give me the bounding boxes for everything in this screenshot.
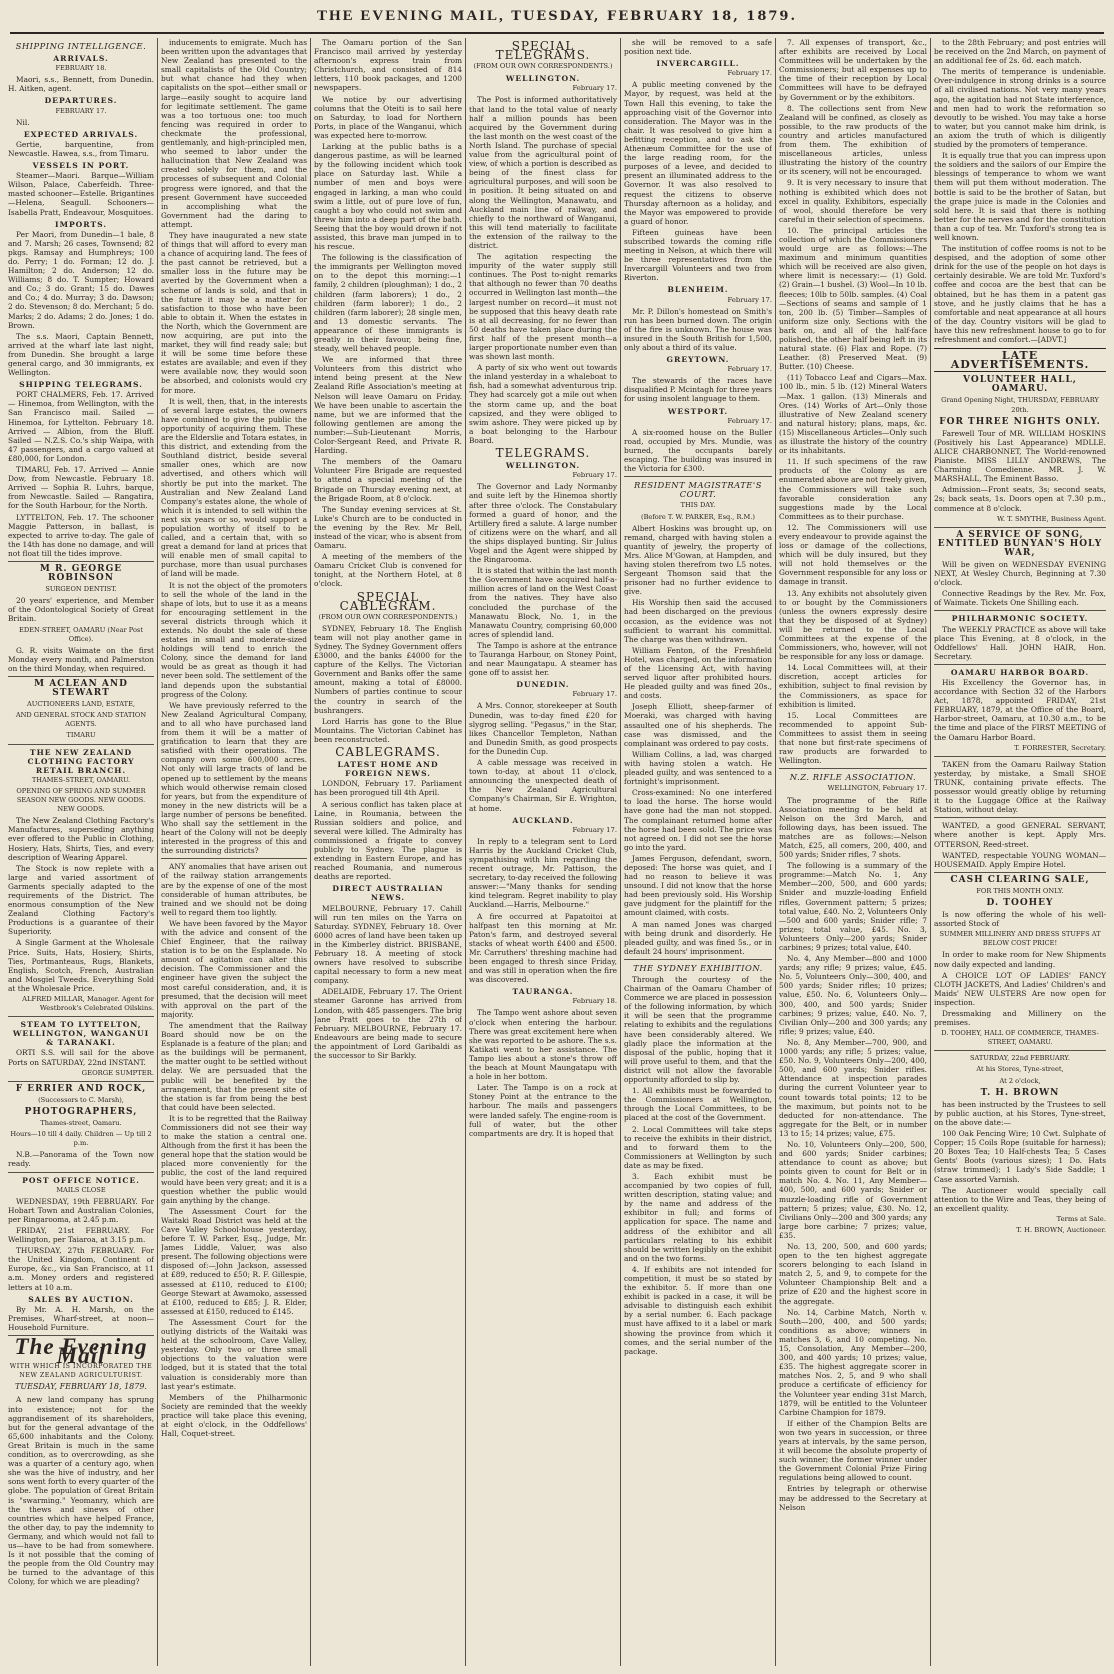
advert-title: PHOTOGRAPHERS,	[24, 1106, 138, 1117]
paragraph: Albert Hoskins was brought up, on remand, charged with having stolen a quantity of jewelry, the property of Mrs. Alice M'Gowan, at Hampden, and having stolen therefrom two L5 notes. Sergeant Thomson said that the prisoner had no further evidence to give.	[624, 523, 772, 597]
advert-text: 100 Oak Fencing Wire; 10 Cwt. Sulphate of Copper; 15 Coils Rope (suitable for harness); 20 Boxes Tea; 10 Half-chests Tea; 5 Cases Gents' Boots (various sizes); 1 Do. Hats (straw trimmed); 1 Lady's Side Saddle; 1 Case assorted Varnish.	[934, 1129, 1106, 1184]
paragraph: They have inaugurated a new state of things that will afford to every man a chance of acquiring land. The fees of the past cannot be retrieved, but a smaller loss in the future may be averted by the Government when a scheme of lands is sold, and that in the future it may be a matter for satisfaction to those who have been able to obtain it. When the estates in the North, which the Government are now acquiring, are put into the market, they will find ready sale; but it will be some time before these estates are available; and even if they were available now, they would soon be absorbed, and colonists would cry for more.	[161, 230, 307, 395]
advert-signature: W. T. SMYTHE, Business Agent.	[997, 514, 1106, 523]
column-3	[314, 38, 462, 1666]
advert-subtitle: SUMMER MILLINERY AND DRESS STUFFS AT BELOW COST PRICE!	[939, 930, 1101, 948]
dateline: February 18.	[572, 997, 617, 1006]
divider	[779, 768, 927, 769]
place-heading: AUCKLAND.	[512, 815, 574, 825]
advert-text: The New Zealand Clothing Factory's Manufactures, superseding anything ever offered to the Public in Clothing, Hosiery, Hats, Shirts, Ties, and every description of Wearing Apparel.	[8, 816, 154, 862]
paragraph: 9. It is very necessary to insure that nothing is exhibited which does not excel in quality. Exhibitors, especially of wool, should therefore be very careful in their selection of specimens.	[779, 178, 927, 224]
masthead-date: TUESDAY, FEBRUARY 18, 1879.	[15, 1382, 147, 1392]
paragraph: Steamer—Maori. Barque—William Wilson, Palace, Caberfeidh. Three-masted schooner—Estelle. Brigantines—Helena, Seagull. Schooners—Isabella Pratt, Endeavour, Mosquitoes.	[8, 171, 154, 217]
section-heading: SPECIAL CABLEGRAM.	[339, 589, 437, 613]
paragraph: We are informed that three Volunteers from this district who intend being present at the New Zealand Rifle Association's meeting at Nelson will leave Oamaru on Friday. We have been unable to ascertain the name, but we are informed that the following gentlemen are among the number:—Sub-Lieutenant Morris, Color-Sergeant Reed, and Private R. Harding.	[314, 355, 462, 456]
paragraph: It is not the object of the promoters to sell the whole of the land in the shape of lots, but to use it as a means for encouraging settlement in the several districts through which it extends. No doubt the sale of these estates in small and moderate-sized holdings will tend to enrich the Colony, since the demand for land would be as great as though it had never been sold. The settlement of the land depends upon the substantial progress of the Colony.	[161, 580, 307, 699]
advert-title: CASH CLEARING SALE,	[950, 874, 1090, 885]
section-heading: CABLEGRAMS.	[335, 745, 441, 760]
paragraph: Cross-examined: No one interfered to load the horse. The horse would have gone had the man not stopped. The complainant returned home after the horse had been sold. The price was not agreed on. I did not see the horse go into the yard.	[624, 788, 772, 852]
paragraph: 4. If exhibits are not intended for competition, it must be so stated by the exhibitor. 5. If more than one exhibit is packed in a case, it will be advisable to distinguish each exhibit by a serial number. 6. Each package must have affixed to it a label or mark showing the province from which it comes, and the serial number of the package.	[624, 1264, 772, 1356]
advert-text: The Auctioneer would specially call attention to the Wire and Teas, they being of an excellent quality.	[934, 1185, 1106, 1213]
section-subheading: THIS DAY.	[680, 501, 716, 510]
paragraph: The Oamaru portion of the San Francisco mail arrived by yesterday afternoon's express train from Christchurch, and consisted of 814 letters, 110 book packages, and 1200 newspapers.	[314, 38, 462, 93]
column-4	[469, 38, 617, 1666]
divider	[624, 959, 772, 960]
advert-text: G. R. visits Waimate on the first Monday every month, and Palmerston on the third Monday, when required.	[8, 645, 154, 673]
late-advertisements-heading: LATE ADVERTISEMENTS.	[934, 348, 1106, 372]
paragraph: The Assessment Court for the Waitaki Road District was held at the Cave Valley School-house yesterday, before T. W. Parker, Esq., Judge, Mr. James Liddle, Valuer, was also present. The following objections were disposed of:—John Jackson, assessed at £89, reduced to £50; R. F. Gillespie, assessed at £110, reduced to £100; George Stewart at Awamoko, assessed at £100, reduced to £85; J. R. Elder, assessed at £150, reduced to £145.	[161, 1206, 307, 1316]
advert-title: A SERVICE OF SONG, ENTITLED BUNYAN'S HOLY WAR,	[937, 529, 1103, 558]
paragraph: Through the courtesy of the Chairman of the Oamaru Chamber of Commerce we are placed in possession of the following information, by which it will be seen that the programme relating to exhibits and the regulations have been considerably altered. We gladly place the information at the disposal of the public, hoping that it will prove useful to them, and that the district will not allow the favorable opportunity afforded to slip by.	[624, 975, 772, 1085]
subheading: IMPORTS.	[55, 219, 107, 229]
advert-text: Farewell Tour of MR. WILLIAM HOSKINS (Positively his Last Appearance) MDLLE. ALICE CHARBONNET, The World-renowned Pianiste. MISS LILLY ANDREWS, The Charming Comedienne. MR. J. W. MARSHALL, The Eminent Basso.	[934, 428, 1106, 484]
paragraph: Entries by telegraph or otherwise may be addressed to the Secretary at Nelson	[779, 1484, 927, 1512]
dateline: February 17.	[572, 471, 617, 480]
advert-text: A Single Garment at the Wholesale Price. Suits, Hats, Hosiery, Shirts, Ties, Portmanteaus, Rugs, Blankets, English, Scotch, French, Australian and Mosgiel Tweeds. Everything Sold at the Wholesale Price.	[8, 938, 154, 993]
column-rule	[157, 38, 158, 1666]
paragraph: By Mr. A. H. Marsh, on the Premises, Wharf-street, at noon—Household Furniture.	[8, 1304, 154, 1332]
column-5	[624, 38, 772, 1666]
advert-title: PHILHARMONIC SOCIETY.	[951, 614, 1089, 624]
advert-title: STEAM TO LYTTELTON, WELLINGTON, WANGANUI & TARANAKI.	[12, 1020, 150, 1048]
paragraph: The following is a summary of the programme:—Match No. 1, Any Member—200, 500, and 600 yards; Snider and muzzle-loading Enfield rifles, Government pattern; 5 prizes; total value, £40. No. 2, Volunteers Only—500 and 600 yards; Snider rifle; 7 prizes; total value, £45. No. 3, Volunteers Only—200 yards; Snider carbines; 9 prizes; total value, £40.	[779, 861, 927, 952]
paragraph: We have been favored by the Mayor with the advice and consent of the Chief Engineer, that the railway station is to be on the Esplanade. No amount of agitation can alter this decision. The Commissioner and the engineer have given the subject the most careful consideration, and, it is presumed, that the decision will meet with approval on the part of the majority.	[161, 918, 307, 1019]
advert-signature: T. H. BROWN, Auctioneer.	[1016, 1225, 1106, 1234]
paragraph: The Governor and Lady Normanby and suite left by the Hinemoa shortly after three o'clock. The Constabulary formed a guard of honor, and the Artillery fired a salute. A large number of citizens were on the wharf, and all the ships displayed bunting. Sir Julius Vogel and the Agent were shipped by the Ringarooma.	[469, 482, 617, 565]
paragraph: The stewards of the races have disqualified P. Mcintagh for three years for using insolent language to them.	[624, 376, 772, 404]
paragraph: A cable message was received in town to-day, at about 11 o'clock, announcing the unexpected death of the New Zealand Agricultural Company's Chairman, Sir E. Wrighton, at home.	[469, 758, 617, 813]
advert-signature: ALFRED MILLAR, Manager. Agent for Westbrook's Celebrated Oilskins.	[22, 995, 154, 1013]
paragraph: 11. If such specimens of the raw products of the Colony as are enumerated above are not freely given, the Commissioners will take such favorable consideration any suggestions made by the Local Committees as to their purchase.	[779, 457, 927, 521]
paragraph: A party of six who went out towards the inland yesterday in a whaleboat to fish, had a somewhat adventurous trip. They had scarcely got a mile out when the storm came up, and the boat capsized, and they were obliged to swim ashore. They were picked up by a boat belonging to the Harbour Board.	[469, 363, 617, 445]
advert-text: Admission—Front seats, 3s; second seats, 2s; back seats, 1s. Doors open at 7.30 p.m., commence at 8 o'clock.	[934, 485, 1106, 513]
section-heading: N.Z. RIFLE ASSOCIATION.	[789, 772, 917, 783]
paragraph: MELBOURNE, February 17. Cahill will run ten miles on the Yarra on Saturday. SYDNEY, February 18. Over 6000 acres of land have been taken up in the Kimberley district. BRISBANE, February 18. A meeting of stock owners have resolved to subscribe capital necessary to form a new meat company.	[314, 903, 462, 986]
section-heading: THE SYDNEY EXHIBITION.	[633, 962, 763, 973]
dateline: February 17.	[572, 690, 617, 699]
divider	[934, 872, 1106, 873]
paragraph: William Collins, a lad, was charged with having stolen a watch. He pleaded guilty, and was sentenced to a fortnight's imprisonment.	[624, 749, 772, 787]
column-7	[934, 38, 1106, 1666]
advert-text: Hours—10 till 4 daily. Children — Up till 2 p.m.	[10, 1130, 152, 1148]
advert-title: VOLUNTEER HALL, OAMARU.	[963, 375, 1077, 395]
place-heading: INVERCARGILL.	[656, 59, 740, 69]
paragraph: No. 14, Carbine Match, North v. South—200, 400, and 500 yards; conditions as above; winners in matches 3, 6, and 10 competing. No. 15, Consolation, Any Member—200, 300, and 400 yards; 10 prizes; value, £35. The highest aggregate scorer in matches Nos. 2, 5, and 9 who shall produce a certificate of efficiency for the Volunteer year ending 31st March, 1879, will be entitled to the Volunteer Carbine Champion for 1879.	[779, 1307, 927, 1417]
advert-address: Thames-street, Oamaru.	[40, 1119, 122, 1128]
editorial-paragraph: A new land company has sprung into existence; not for the aggrandisement of its shareholders, but for the general advantage of the 65,600 inhabitants and the Colony. Great Britain is much in the same condition, as to overcrowding, as she was a quarter of a century ago, when she was the hive of industry, and her sons went forth to every quarter of the globe. The population of Great Britain is "swarming." Yeomanry, which are the thews and sinews of other countries which have helped France, the other day, to pay the indemnity to Germany, and which would not fall to us—have to be had from somewhere. Is it not possible that the coming of the people from the Old Country may be turned to the advantage of this Colony, for which we are pleading?	[8, 1395, 154, 1587]
paragraph: 7. All expenses of transport, &c., after exhibits are received by Local Committees will be undertaken by the Commissioners; but all expenses up to the time of their reception by Local Committees will have to be defrayed by Government or by the exhibitors.	[779, 38, 927, 102]
paragraph: If either of the Champion Belts are won two years in succession, or three years at intervals, by the same person, it will become the absolute property of such winner; the former winner under the Government Colonial Prize Firing regulations being allowed to count.	[779, 1418, 927, 1483]
advert-subtitle: SATURDAY, 22nd FEBRUARY.	[970, 1054, 1070, 1063]
advert-title: OAMARU HARBOR BOARD.	[950, 667, 1090, 677]
advert-text: WANTED, respectable YOUNG WOMAN—HOUSEMAID. Apply Empire Hotel.	[934, 850, 1106, 869]
subheading: SHIPPING TELEGRAMS.	[19, 380, 143, 390]
section-subheading: (Before T. W. PARKER, Esq., R.M.)	[641, 512, 755, 521]
dateline: February 17.	[727, 295, 772, 304]
advert-subtitle: AUCTIONEERS LAND, ESTATE,	[27, 700, 135, 709]
paragraph: A fire occurred at Papatoitoi at halfpast ten this morning at Mr. Paton's farm, and destroyed several stacks of wheat worth £400 and £500. Mr. Carruthers' threshing machine had been engaged to thresh since Friday, and was still in operation when the fire was discovered.	[469, 911, 617, 985]
place-heading: TAURANGA.	[512, 987, 574, 997]
section-heading: RESIDENT MAGISTRATE'S COURT.	[634, 480, 762, 500]
advert-text: AND GENERAL STOCK AND STATION AGENTS.	[15, 711, 147, 729]
advert-title: M R. GEORGE ROBINSON	[39, 563, 123, 584]
advert-text: Will be given on WEDNESDAY EVENING NEXT, At Wesley Church, Beginning at 7.30 o'clock.	[934, 559, 1106, 588]
column-rule	[930, 38, 931, 1666]
paragraph: No. 10, Volunteers Only—200, 500, and 600 yards; Snider carbines; attendance to count as above; but points given to count for Belt or in match No. 4. No. 11, Any Member—400, 500, and 600 yards; Snider or muzzle-loading rifle of Government pattern; 5 prizes; value, £30. No. 12, Civilians Only—200 and 300 yards; any large bore carbine; 7 prizes; value, £35.	[779, 1139, 927, 1240]
advert-title: FOR THREE NIGHTS ONLY.	[939, 416, 1101, 427]
subheading: LATEST HOME AND FOREIGN NEWS.	[337, 760, 439, 779]
paragraph: A public meeting convened by the Mayor, by request, was held at the Town Hall this evening, to take the approaching visit of the Governor into consideration. The Mayor was in the chair. It was resolved to give him a befitting reception, and to ask the Athenæum Committee for the use of the large reading room, for the purposes of a levee, and decided to present an illuminated address to the Governor. It was also resolved to request the citizens to observe Thursday afternoon as a holiday, and the Mayor was empowered to provide a guard of honor.	[624, 80, 772, 226]
paragraph: The agitation respecting the impurity of the water supply still continues. The Post to-night remarks that although no fewer than 70 deaths occurred in Wellington last month—the largest number on record—it must not be supposed that this heavy death rate is at all decreasing, for no fewer than 50 deaths have taken place during the first half of the present month—a larger proportionate number even than was shown last month.	[469, 252, 617, 362]
column-6	[779, 38, 927, 1666]
advert-text: Is now offering the whole of his well-assorted Stock of	[934, 910, 1106, 929]
paragraph: The members of the Oamaru Volunteer Fire Brigade are requested to attend a special meeting of the Brigade on Thursday evening next, at the Brigade Room, at 8 o'clock.	[314, 457, 462, 503]
dateline: February 17.	[572, 825, 617, 834]
paragraph: 15. Local Committees are recommended to appoint Sub-Committees to assist them in seeing that none but first-rate specimens of raw products are forwarded to Wellington.	[779, 710, 927, 766]
subheading: VESSELS IN PORT.	[32, 161, 130, 171]
advert-address: EDEN-STREET, OAMARU (Near Post Office).	[19, 625, 143, 643]
advert-title: M ACLEAN AND STEWART	[34, 679, 128, 699]
advert-text: 20 years' experience, and Member of the Odontological Society of Great Britain.	[8, 596, 154, 624]
paragraph: A meeting of the members of the Oamaru Cricket Club is convened for tonight, at the Northern Hotel, at 8 o'clock.	[314, 552, 462, 589]
advert-title: D. TOOHEY	[986, 897, 1054, 908]
column-rule	[310, 38, 311, 1666]
paragraph: A six-roomed house on the Buller road, occupied by Mrs. Mundie, was burned, the occupants barely escaping. The building was insured in the Victoria for £300.	[624, 427, 772, 474]
advert-text: Connective Readings by the Rev. Mr. Fox, of Waimate. Tickets One Shilling each.	[934, 589, 1106, 608]
paragraph: she will be removed to a safe position next tide.	[624, 38, 772, 57]
subheading: POST OFFICE NOTICE.	[22, 1175, 140, 1185]
dateline: February 17.	[727, 69, 772, 78]
paragraph: 8. The collections sent from New Zealand will be confined, as closely as possible, to the raw products of the country and articles manufactured from them. The exhibition of miscellaneous articles, unless illustrating the history of the country or its scenery, will not be encouraged.	[779, 103, 927, 177]
page-header	[0, 8, 1114, 32]
advert-title: F ERRIER AND ROCK,	[15, 1083, 147, 1094]
paragraph: The Post is informed authoritatively that land to the total value of nearly half a million pounds has been acquired by the Government during the last month on the west coast of the North Island. The purchase of special value from the agricultural point of view, of which a portion is described as being of the finest class for agricultural purposes, and will soon be in position. It being situated on and along the Wellington, Manawatu, and Auckland main line of railway, and chiefly to the northward of Wanganui, this will tend materially to facilitate the extension of the railway to the district.	[469, 95, 617, 250]
paragraph: No. 4, Any Member—800 and 1000 yards; any rifle; 9 prizes; value, £45. No. 5, Volunteers Only—300, 400, and 500 yards; Snider rifles; 10 prizes; value, £50. No. 6, Volunteers Only—300, 400, and 500 yards; Snider carbines; 9 prizes; value, £40. No. 7, Civilian Only—200 and 300 yards; any rifle; 9 prizes; value, £40.	[779, 954, 927, 1036]
paragraph: We have previously referred to the New Zealand Agricultural Company, and to all who have purchased land from them it will be a matter of gratification to learn that they are satisfied with their operations. The company own some 600,000 acres. Not only will large tracts of land be opened up to settlement by the means which would otherwise remain closed for years, but from the expenditure of money in the new districts will be a large number of persons be benefited. Who shall say the settlement in the heart of the Colony will not be deeply interested in the progress of this and the surrounding districts?	[161, 700, 307, 856]
dateline: FEBRUARY 17.	[55, 106, 107, 115]
paragraph: Lord Harris has gone to the Blue Mountains. The Victorian Cabinet has been reconstructed.	[314, 716, 462, 744]
advert-place: TIMARU	[66, 731, 96, 740]
paper-title: THE EVENING MAIL,	[316, 8, 505, 24]
section-heading: SPECIAL TELEGRAMS.	[495, 39, 591, 63]
advert-subtitle: At 2 o'clock,	[999, 1076, 1041, 1085]
divider	[934, 817, 1106, 818]
place-heading: GREYTOWN.	[666, 355, 730, 365]
advert-subtitle: Grand Opening Night, THURSDAY, FEBRUARY 20th.	[941, 396, 1099, 414]
paragraph: No. 13, 200, 500, and 600 yards; open to the ten highest aggregate scorers belonging to each Island in match 2, 5, and 9, to compete for the Volunteer Championship Belt and a prize of £20 and the highest score in the aggregate.	[779, 1242, 927, 1306]
dateline: FEBRUARY 18.	[55, 64, 107, 73]
subheading: DEPARTURES.	[44, 96, 118, 106]
paragraph: The amendment that the Railway Board should now be on the Esplanade is a feature of the plan; and as the buildings will be permanent, the matter ought to be settled without delay. We are persuaded that the public will be benefited by the arrangement, that the present site of the station is far from being the best that could have been selected.	[161, 1020, 307, 1112]
paragraph: WEDNESDAY, 19th FEBRUARY. For Hobart Town and Australian Colonies, per Ringarooma, at 2.45 p.m.	[8, 1196, 154, 1224]
dateline: February 17.	[727, 416, 772, 425]
paragraph: LONDON, February 17. Parliament has been prorogued till 4th April.	[314, 779, 462, 798]
advert-text: N.B.—Panorama of the Town now ready.	[8, 1150, 154, 1169]
divider	[934, 1050, 1106, 1051]
paragraph: 1. All exhibits must be forwarded to the Commissioners at Wellington, through the Local Committees, to be placed at the cost of the Government.	[624, 1086, 772, 1123]
divider	[934, 527, 1106, 528]
paragraph: LYTTELTON, Feb. 17. The schooner Maggie Patterson, in ballast, is expected to arrive to-day. The gale of the 14th has done no damage, and will not float till the tides improve.	[8, 512, 154, 558]
paragraph: SYDNEY, February 18. The English team will not play another game in Sydney. The Sydney Government offers £3000, and the banks £4000 for the capture of the Kellys. The Victorian Government and Banks offer the same amount, making a total of £8000. Numbers of parties continue to scour the country in search of the bushrangers.	[314, 623, 462, 715]
divider	[8, 1016, 154, 1017]
paragraph: The following is the classification of the immigrants per Wellington moved on to the depot this morning:—1 family, 2 children (ploughman); 1 do., 2 children (farm laborers); 1 do., 2 children (farm laborer); 1 do., 2 children (farm laborer); 28 single men, and 13 domestic servants. The appearance of these immigrants is greatly in their favour, being fine, steady, well behaved people.	[314, 253, 462, 354]
divider	[934, 756, 1106, 757]
advert-text: A CHOICE LOT OF LADIES' FANCY CLOTH JACKETS, And Ladies' Children's and Maids' NEW ULSTERS Are now open for inspection.	[934, 970, 1106, 1007]
paragraph: THURSDAY, 27th FEBRUARY. For the United Kingdom, Continent of Europe, &c., via San Francisco, at 11 a.m. Money orders and registered letters at 10 a.m.	[8, 1246, 154, 1292]
paragraph: ANY anomalies that have arisen out of the railway station arrangements are by the expense of one of the most considerable of human attributes, be trained and we should not be doing well to regard them too lightly.	[161, 862, 307, 917]
paragraph: Joseph Elliott, sheep-farmer of Moeraki, was charged with having assaulted one of his shepherds. The case was dismissed, and the complainant was ordered to pay costs.	[624, 702, 772, 748]
paragraph: 14. Local Committees will, at their discretion, accept articles for exhibition, subject to final revision by the Commissioners, as space for exhibition is limited.	[779, 663, 927, 709]
place-heading: DUNEDIN.	[516, 680, 570, 690]
paragraph: A serious conflict has taken place at Laine, in Roumania, between the Russian soldiers and police, and several were killed. The Admiralty has commissioned a frigate to convey publicly to Sydney. The plague is extending in Eastern Europe, and has reached Roumania, and numerous deaths are reported.	[314, 799, 462, 882]
advert-subtitle: SURGEON DENTIST.	[45, 585, 117, 594]
paragraph: James Ferguson, defendant, sworn, deposed: The horse was quiet, and I had no reason to believe it was unsound. I did not know that the horse had been previously sold. His Worship gave judgment for the plaintiff for the amount claimed, with costs.	[624, 853, 772, 918]
newspaper-masthead: The Evening Mail	[14, 1334, 148, 1369]
paragraph: 3. Each exhibit must be accompanied by two copies of full, written description, stating value; and by the name and address of the exhibitor in full; and forms of application for space. The name and address of the exhibitor and all particulars relating to his exhibit should be written legibly on the exhibit and on the two forms.	[624, 1171, 772, 1263]
subheading: MAILS CLOSE	[56, 1185, 106, 1194]
paragraph: A man named Jones was charged with being drunk and disorderly. He pleaded guilty, and was fined 5s., or in default 24 hours' imprisonment.	[624, 919, 772, 956]
advert-text: has been instructed by the Trustees to sell by public auction, at his Stores, Tyne-street, on the above date:—	[934, 1099, 1106, 1127]
advert-text: Terms at Sale.	[1056, 1214, 1106, 1223]
paragraph: The merits of temperance is undeniable. Over-indulgence in strong drinks is a source of all civilised nations. Not very many years ago, the agitation had not State interference, and men had to work the reformation so devoutly to be wished. You may take a horse to water, but you cannot make him drink, is an axiom the truth of which is diligently studied by the promoters of temperance.	[934, 67, 1106, 150]
paragraph: FRIDAY, 21st FEBRUARY. For Wellington, per Taiaroa, at 3.15 p.m.	[8, 1225, 154, 1245]
paragraph: It is well, then, that, in the interests of several large estates, the owners have combined to give the public the opportunity of acquiring them. These are the Elderslie and Totara estates, in this district, and extending from the Southland district, beside several smaller ones, which are now advertised, and others which will shortly be put into the market. The Australian and New Zealand Land Company's estates alone, the whole of which it is intended to sell within the next six years or so, would support a population worthy of itself to be called, and a certain that, with so great a demand for land at prices that will enable men of small capital to purchase, more than usual purchases of land will be made.	[161, 396, 307, 579]
advert-subtitle: OPENING OF SPRING AND SUMMER SEASON NEW GOODS. NEW GOODS. NEW GOODS.	[16, 786, 146, 814]
divider	[624, 476, 772, 477]
paragraph: to the 28th February; and post entries will be received on the 2nd March, on payment of an additional fee of 2s. 6d. each match.	[934, 38, 1106, 66]
paragraph: ADELAIDE, February 17. The Orient steamer Garonne has arrived from London, with 485 passengers. The brig Jane Pratt goes to the 27th of February. MELBOURNE, February 17. Endeavours are being made to secure the appointment of Lord Garibaldi as the successor to Sir Barkly.	[314, 987, 462, 1061]
paragraph: (11) Tobacco Leaf and Cigars—Max. 100 lb., min. 5 lb. (12) Mineral Waters—Max. 1 gallon. (13) Minerals and Ores. (14) Works of Art—Only those illustrative of New Zealand scenery and natural history; plans, maps, &c. (15) Miscellaneous Articles—Only such as illustrate the history of the country or its inhabitants.	[779, 373, 927, 456]
place-heading: WELLINGTON.	[505, 74, 581, 84]
paragraph: No. 8, Any Member—700, 900, and 1000 yards; any rifle; 5 prizes; value, £50. No. 9, Volunteers Only—200, 400, 500, and 600 yards; Snider rifles. Attendance at inspection parades during the current Volunteer year to count towards total points; 12 to be the maximum, but points not to be deducted for non-attendance. The aggregate for the Belt, or in number 13 to 15; 14 prizes; value, £75.	[779, 1037, 927, 1138]
divider	[8, 1172, 154, 1173]
paragraph: 2. Local Committees will take steps to receive the exhibits in their district, and to forward them to the Commissioners at Wellington by such date as may be fixed.	[624, 1124, 772, 1170]
divider	[8, 676, 154, 677]
paragraph: The s.s. Maori, Captain Bennett, arrived at the wharf late last night, from Dunedin. She brought a large general cargo, and 30 immigrants, ex Wellington.	[8, 331, 154, 378]
header-rule	[10, 32, 1104, 34]
advert-subtitle: FOR THIS MONTH ONLY.	[976, 886, 1064, 895]
advert-text: WANTED, a good GENERAL SERVANT, where another is kept. Apply Mrs. OTTERSON, Reed-street.	[934, 821, 1106, 849]
column-1	[8, 38, 154, 1666]
advert-text: TAKEN from the Oamaru Railway Station yesterday, by mistake, a Small SHOE TRUNK, containing private effects. The possessor would greatly oblige by returning it to the Luggage Office at the Railway Station, without delay.	[934, 759, 1106, 815]
section-subheading: (FROM OUR OWN CORRESPONDENTS.)	[473, 62, 613, 71]
paragraph: Nil.	[16, 117, 30, 127]
section-heading: TELEGRAMS.	[495, 446, 591, 461]
paragraph: His Worship then said the accused had been discharged on the previous occasion, as the evidence was not sufficient to warrant his committal. The charge was then withdrawn.	[624, 598, 772, 644]
paragraph: The Tampo is ashore at the entrance to Tauranga Harbour, on Stoney Point, and near Maungatapu. A steamer has gone off to assist her.	[469, 640, 617, 678]
section-heading: SHIPPING INTELLIGENCE.	[15, 41, 147, 51]
paragraph: It is to be regretted that the Railway Commissioners did not see their way to make the station a central one. Although from the first it has been the general hope that the station would be placed more conveniently for the public, the cost of the land required would have been very great; and it is a question whether the public would gain anything by the change.	[161, 1113, 307, 1205]
advert-signature: GEORGE SUMPTER.	[81, 1068, 154, 1077]
place-heading: BLENHEIM.	[667, 285, 729, 295]
column-rule	[465, 38, 466, 1666]
divider	[8, 1081, 154, 1082]
paragraph: It is stated that within the last month the Government have acquired half-a-million acres of land on the West Coast from the natives. They have also concluded the purchase of the Manawatu Block, No. 1, in the Manawatu Country, comprising 60,000 acres of splendid land.	[469, 566, 617, 639]
subheading: DIRECT AUSTRALIAN NEWS.	[332, 884, 444, 903]
issue-date: TUESDAY, FEBRUARY 18, 1879.	[511, 9, 797, 24]
paragraph: TIMARU, Feb. 17. Arrived — Annie Dow, from Newcastle. February 18. Arrived — Sophia R. Luhrs, barque, from Newcastle. Sailed — Rangatira, for the South Harbour, for the North.	[8, 465, 154, 511]
paragraph: In reply to a telegram sent to Lord Harris by the Auckland Cricket Club, sympathising with him regarding the recent outrage, Mr. Pattison, the secretary, to-day received the following answer:—"Many thanks for sending kind telegram. Regret inability to play Auckland.—Harris, Melbourne."	[469, 836, 617, 910]
paragraph: PORT CHALMERS, Feb. 17. Arrived — Hinemoa, from Wellington, with the San Francisco mail. Sailed — Hinemoa, for Lyttelton. February 18. Arrived — Albion, from the Bluff. Sailed — N.Z.S. Co.'s ship Waipa, with 47 passengers, and a cargo valued at £80,000, for London.	[8, 390, 154, 463]
advert-text: In order to make room for New Shipments now daily expected and landing.	[934, 950, 1106, 969]
advert-subtitle: D. TOOHEY, HALL OF COMMERCE, THAMES-STREET, OAMARU.	[941, 1029, 1099, 1047]
paragraph: Maori, s.s., Bennett, from Dunedin. H. Aitken, agent.	[8, 75, 154, 94]
subheading: ARRIVALS.	[53, 54, 109, 64]
masthead-subtitle: WITH WHICH IS INCORPORATED THE NEW ZEALAND AGRICULTURIST.	[9, 1363, 153, 1380]
paragraph: inducements to emigrate. Much has been written upon the advantages that New Zealand has presented to the small capitalists of the Old Country; but what chance had they when capitalists on the spot—either small or large—easily sought to acquire land for legitimate settlement. The game was a too tortuous one: too much fencing was required in order to checkmate the professional, gentlemanly, and high-principled men, who seemed to labor under the hallucination that New Zealand was created solely for them, and the processes of subsequent and Colonial progress were ignored, and that the present Government have succeeded in accomplishing what the Government had the daring to attempt.	[161, 38, 307, 229]
paragraph: Mr. P. Dillon's homestead on Smith's run has been burned down. The origin of the fire is unknown. The house was insured in the South British for 1,500, only about a third of its value.	[624, 306, 772, 352]
paragraph: 13. Any exhibits not absolutely given to or bought by the Commissioners (unless the owners expressly desire that they be disposed of at Sydney) will be returned to the Local Committees at the expense of the Commissioners, who, however, will not be responsible for any loss or damage.	[779, 588, 927, 662]
place-heading: WELLINGTON.	[505, 461, 581, 471]
advert-text: ORTI S.S. will sail for the above Ports on SATURDAY, 22nd INSTANT.	[8, 1048, 154, 1067]
column-rule	[775, 38, 776, 1666]
paragraph: The institution of coffee rooms is not to be despised, and the adoption of some other drink for the use of the people on hot days is certainly desirable. We are told Mr. Tuxford's coffee and cocoa are the best that can be obtained, but he has them in a patent gas stove, and he justly claims that he has a comfortable and neat appearance at all hours of the day. Country visitors will be glad to have this new refreshment house to go to for refreshment and comfort.—[ADVT.]	[934, 244, 1106, 344]
advert-subtitle: (Successors to C. Marsh),	[38, 1095, 124, 1104]
dateline: WELLINGTON, February 17.	[827, 784, 927, 793]
advert-title: T. H. BROWN	[980, 1087, 1060, 1098]
advert-text: The Stock is now replete with a large and varied assortment of Garments specially adapted to the requirements of the District. The enormous consumption of the New Zealand Clothing Factory's Productions is a guarantee of their Superiority.	[8, 863, 154, 937]
paragraph: It is equally true that you can impress upon the soldiers and the sailors of our Empire the blessings of temperance to whom we want them will put them without moderation. The bottle is said to be the brother of Satan, but the grape juice is made in the Colonies and sold here. It is said that there is nothing better for the nerves and for the constitution than a cup of tea. Mr. Tuxford's strong tea is well known.	[934, 151, 1106, 242]
paragraph: William Fenton, of the Freshfield Hotel, was charged, on the information of the Licensing Act, with having served liquor after prohibited hours. He pleaded guilty and was fined 20s., and costs.	[624, 645, 772, 701]
paragraph: 10. The principal articles the collection of which the Commissioners would urge are as follows:—The maximum and minimum quantities which will be received are also given, where limit is necessary:— (1) Gold. (2) Grain—1 bushel. (3) Wool—In 10 lb. fleeces; 10lb to 50lb. samples. (4) Coal—Sections of seams and sample of 1 ton, 200 lb. (5) Timber—Samples of uniform size only. Sections with the bark on, and all of the half-face polished, the other half being left in its natural state. (6) Flax and Rope. (7) Leather. (8) Preserved Meat. (9) Butter. (10) Cheese.	[779, 225, 927, 372]
advert-text: His Excellency the Governor has, in accordance with Section 32 of the Harbors Act, 1878, appointed FRIDAY, 21st FEBRUARY, 1879, at the Office of the Board, Harbor-street, Oamaru, at 10.30 a.m., to be the time and place of the FIRST MEETING of the Oamaru Harbor Board.	[934, 678, 1106, 742]
section-subheading: (FROM OUR OWN CORRESPONDENTS.)	[318, 612, 458, 621]
paragraph: We notice by our advertising columns that the Oteiti is to sail here on Saturday, to load for Northern Ports, in place of the Wanganui, which was expected here to-morrow.	[314, 94, 462, 140]
advert-text: The WEEKLY PRACTICE as above will take place This Evening, at 8 o'clock, in the Oddfellows' Hall. JOHN HAIR, Hon. Secretary.	[934, 624, 1106, 661]
paragraph: 12. The Commissioners will use every endeavour to provide against the loss or damage of the collections, which will be duly insured, but they will not hold themselves or the Government responsible for any loss or damage in transit.	[779, 522, 927, 587]
paragraph: Larking at the public baths is a dangerous pastime, as will be learned by the following incident which took place on Saturday last. While a number of men and boys were engaged in larking, a man who could swim a little, out of pure love of fun, caught a boy who could not swim and threw him into a deep part of the bath. Seeing that the boy would drown if not assisted, this brave man jumped in to his rescue.	[314, 142, 462, 252]
advert-signature: T. FORRESTER, Secretary.	[1014, 743, 1106, 752]
column-rule	[620, 38, 621, 1666]
divider	[161, 858, 307, 859]
paragraph: A Mrs. Connor, storekeeper at South Dunedin, was to-day fined £20 for slygrog selling. "Pegasus," in the Star, likes Chancellor Templeton, Nathan and Dunedin Smith, as good prospects for the Dunedin Cup.	[469, 701, 617, 756]
divider	[934, 664, 1106, 665]
dateline: February 17.	[727, 365, 772, 374]
paragraph: The Assessment Court for the outlying districts of the Waitaki was held at the schoolroom, Cave Valley, yesterday. Only two or three small objections to the valuation were lodged, but it is stated that the total valuation is considerably more than last year's estimate.	[161, 1317, 307, 1391]
paragraph: Gertie, barquentine, from Newcastle. Hawea, s.s., from Timaru.	[8, 139, 154, 158]
divider	[8, 561, 154, 562]
paragraph: Fifteen guineas have been subscribed towards the coming rifle meeting in Nelson, at which there will be three representatives from the Invercargill Volunteers and two from Riverton.	[624, 227, 772, 283]
subheading: SALES BY AUCTION.	[28, 1294, 134, 1304]
paragraph: Per Maori, from Dunedin—1 bale, 8 and 7. Marsh; 26 cases, Townsend; 82 pkgs. Ramsay and Humphreys; 100 do. Perry; 1 do. Forman; 12 do. J. Hamilton; 2 do. Anderson; 12 do. Williams; 8 do. T. Sumpter; Howard and Co.; 3 do. Grant; 15 do. Dawes and Co.; 4 do. Murray; 3 do. Dawson; 2 do. Stevenson; 8 do. Merchant; 5 do. Marks; 2 do. Adams; 2 do. Jones; 1 do. Brown.	[8, 229, 154, 330]
subheading: EXPECTED ARRIVALS.	[23, 129, 139, 139]
paragraph: The programme of the Rifle Association meeting to be held at Nelson on the 3rd March, and following days, has been issued. The matches are as follows:—Nelson Match, £25, all comers, 200, 400, and 500 yards; Snider rifles, 7 shots.	[779, 795, 927, 860]
advert-address: THAMES-STREET, OAMARU.	[31, 775, 131, 784]
paragraph: The Tampo went ashore about seven o'clock when entering the harbour. There was great excitement here when she was reported to be ashore. The s.s. Katikati went to her assistance. The Tampo lies about a stone's throw off the beach at Mount Maungatapu with a hole in her bottom.	[469, 1008, 617, 1082]
place-heading: WESTPORT.	[667, 406, 729, 416]
column-2	[161, 38, 307, 1666]
dateline: February 17.	[572, 84, 617, 93]
paragraph: Members of the Philharmonic Society are reminded that the weekly practice will take place this evening, at eight o'clock, in the Oddfellows' Hall, Coquet-street.	[161, 1392, 307, 1439]
advert-title: THE NEW ZEALAND CLOTHING FACTORY RETAIL BRANCH.	[27, 747, 135, 775]
paragraph: Later. The Tampo is on a rock at Stoney Point at the entrance to the harbour. The mails and passengers were landed safely. The engine-room is full of water, but the other compartments are dry. It is hoped that	[469, 1083, 617, 1138]
divider	[8, 744, 154, 745]
advert-subtitle: At his Stores, Tyne-street,	[976, 1065, 1064, 1074]
paragraph: The Sunday evening services at St. Luke's Church are to be conducted in the evening by the Rev. Mr Bell, instead of the vicar, who is absent from Oamaru.	[314, 504, 462, 551]
divider	[934, 610, 1106, 611]
advert-text: Dressmaking and Millinery on the premises.	[934, 1009, 1106, 1028]
